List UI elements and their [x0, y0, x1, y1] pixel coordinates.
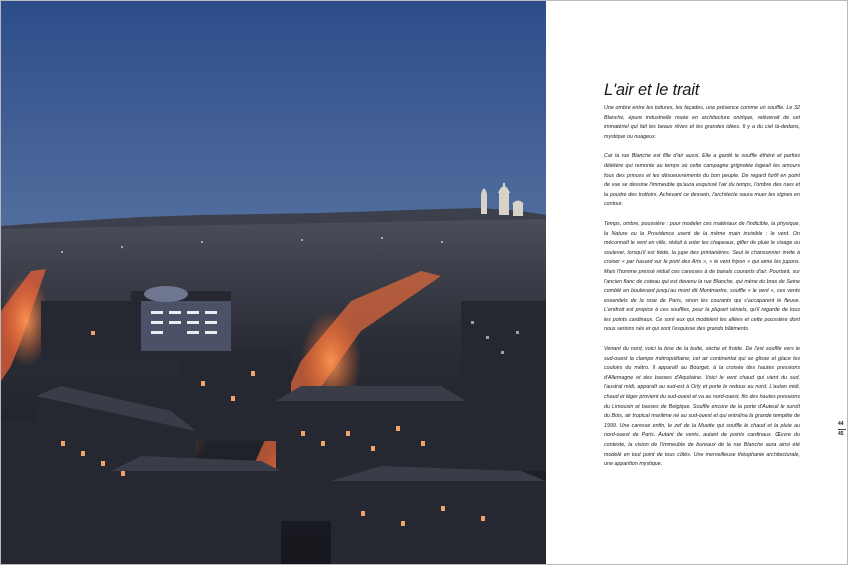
article-paragraph: Une ombre entre les toitures, les façades, une présence comme un souffle. Le 32 Blanche, épure industrielle muée en architecture onirique, relèverait de cet immatériel qui fait les beaux rêves et les grandes idées. Il y a du ciel là-dedans, mystique ou nuageux.	[604, 105, 800, 140]
article-paragraph: Venant du nord, voici la bise de la butte, sèche et froide. De l'est souffle vers le sud-ouest la clampe métropolitaine, cet air continental qui se glisse et glace les couloirs du métro. Il apparaît au Bourget, à la croisée des hautes pressions d'Allemagne et des basses d'Aquitaine. Voici le vent chaud qui vient du sud, l'austral midi, apparaît au sud-est à Orly et porte le redoux au nord. L'autan midi, chaud et léger provient du sud-ouest et va au nord-ouest, fils des hautes pressions du Limousin et basses de Belgique. Souffle encore de la porte d'Auteuil le suroît du Bois, air tropical maritime né au sud-ouest et qui entraîna la grande tempête de 1999. Une caresse enfin, le zef de la Muette qui souffle le chaud et la pluie au nord-ouest de Paris. Autant de vents, autant de points cardinaux. Œuvre du contexte, la vision de l'immeuble de bureaux de la rue Blanche aura ainsi été modelé en tout point de tous côtés. Une merveilleuse théophanie architecturale, une apparition mystique.	[604, 346, 800, 468]
article-paragraph: Car la rue Blanche est fille d'air aussi. Elle a gardé le souffle éthéré et parfois délétère qui remonte au temps où cette campagne grignotée logeait les amours fous des princes et les désoeuvrements du bon peuple. De regard furtif en point de vue se dessine l'immeuble qu'aura esquissé l'air du temps, l'ombre des rues et la poudre des trottoirs. Achevant ce dessein, l'architecte saura muer les signes en contour.	[604, 153, 800, 208]
article-title: L'air et le trait	[604, 81, 700, 99]
paris-night-panorama-photo	[1, 1, 546, 565]
article-paragraph: Temps, ombre, poussière : pour modeler ces matériaux de l'indicible, la physique, la Nature ou la Providence usent de la même main invisible : le vent. On méconnaît le vent en ville, réduit à voler les chapeaux, gifler de pluie le visage ou soulever, lorsqu'il est tiède, la jupe des printanières. Seul le chansonnier invite à croiser « par hasard sur le pont des Arts », « le vent fripon » qui aime les jupons. Mais l'homme pressé réduit ces caresses à de banals courants d'air. Pourtant, sur l'ancien flanc de coteau qui est devenu la rue Blanche, qui mène du bras de Seine comblé en boulevard jusqu'au mont dit Montmartre, souffle « le vent », ces vents essentiels de la rose de Paris, sinon les courants qui s'accaparent le fleuve. L'endroit est propice à ces souffles, pour la plupart véniels, qu'il regarde de tous les points cardinaux. Ce sont eux qui modèlent les allées et cette poussière dont nous serions nés et qui sont l'esquisse des grands bâtiments.	[604, 220, 800, 333]
right-page-number: 45	[838, 431, 844, 437]
article	[604, 81, 800, 480]
folio-divider	[838, 429, 846, 430]
left-page-number: 44	[838, 421, 844, 427]
text-page	[546, 1, 848, 565]
page-numbers	[838, 421, 846, 438]
